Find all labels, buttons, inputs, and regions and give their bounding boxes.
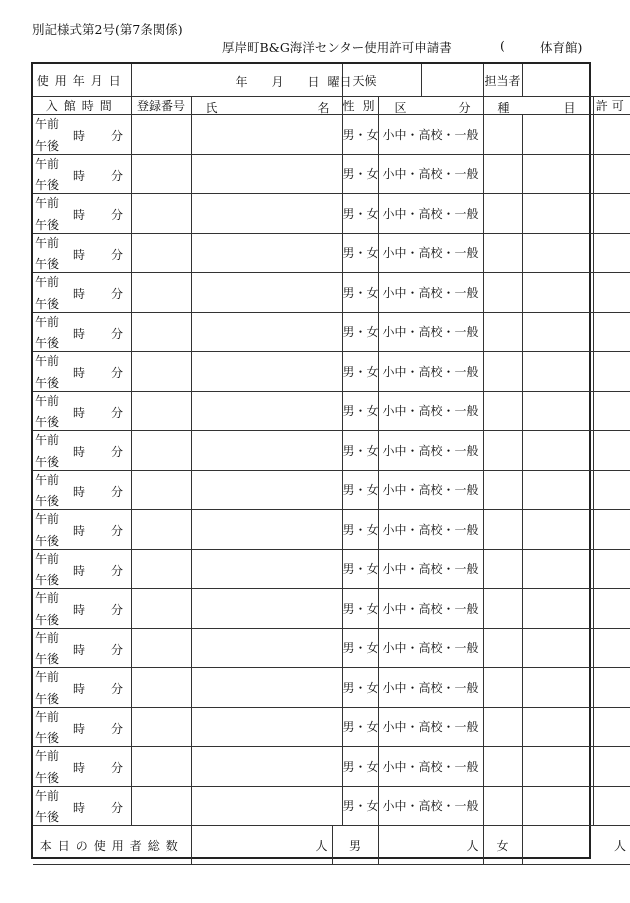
name-cell[interactable] bbox=[191, 668, 342, 708]
month-label: 月 bbox=[271, 75, 284, 89]
minute-label: 分 bbox=[111, 484, 124, 499]
name-cell[interactable] bbox=[191, 154, 342, 194]
staff-field[interactable] bbox=[522, 64, 630, 97]
type-cell-b[interactable] bbox=[522, 707, 593, 747]
minute-label: 分 bbox=[111, 721, 124, 736]
minute-label: 分 bbox=[111, 800, 124, 815]
type-header: 種 目 bbox=[483, 97, 593, 115]
permit-cell[interactable] bbox=[593, 391, 630, 431]
pm-label: 午後 bbox=[35, 731, 60, 745]
name-cell[interactable] bbox=[191, 312, 342, 352]
reg-no-cell[interactable] bbox=[131, 391, 191, 431]
pm-label: 午後 bbox=[35, 652, 60, 666]
minute-label: 分 bbox=[111, 247, 124, 262]
application-form-sheet bbox=[31, 62, 628, 859]
name-cell[interactable] bbox=[191, 747, 342, 787]
entry-row bbox=[33, 233, 630, 273]
staff-label: 担当者 bbox=[483, 64, 522, 97]
minute-label: 分 bbox=[111, 682, 124, 696]
minute-label: 分 bbox=[111, 445, 124, 459]
sex-options[interactable]: 男・女 bbox=[342, 786, 378, 826]
sex-options[interactable]: 男・女 bbox=[342, 273, 378, 313]
minute-label: 分 bbox=[111, 129, 124, 143]
type-cell-b[interactable] bbox=[522, 312, 593, 352]
hour-label: 時 bbox=[73, 247, 86, 262]
minute-label: 分 bbox=[111, 761, 124, 775]
type-cell-b[interactable] bbox=[522, 391, 593, 431]
reg-no-cell[interactable] bbox=[131, 352, 191, 392]
category-options[interactable]: 小中・高校・一般 bbox=[378, 233, 483, 273]
sex-options[interactable]: 男・女 bbox=[342, 549, 378, 589]
type-cell-a[interactable] bbox=[483, 233, 522, 273]
pm-label: 午後 bbox=[35, 217, 60, 232]
reg-no-cell[interactable] bbox=[131, 154, 191, 194]
name-cell[interactable] bbox=[191, 786, 342, 826]
am-label: 午前 bbox=[35, 433, 60, 447]
reg-no-cell[interactable] bbox=[131, 786, 191, 826]
pm-label: 午後 bbox=[35, 336, 60, 350]
type-cell-b[interactable] bbox=[522, 431, 593, 471]
category-options[interactable]: 小中・高校・一般 bbox=[378, 786, 483, 826]
category-options[interactable]: 小中・高校・一般 bbox=[378, 747, 483, 787]
name-cell[interactable] bbox=[191, 431, 342, 471]
am-label: 午前 bbox=[35, 235, 60, 250]
totals-row bbox=[33, 826, 630, 865]
am-label: 午前 bbox=[35, 156, 60, 171]
am-label: 午前 bbox=[35, 749, 60, 763]
entry-time-cell[interactable] bbox=[33, 312, 131, 352]
type-cell-b[interactable] bbox=[522, 233, 593, 273]
pm-label: 午後 bbox=[35, 612, 60, 627]
sex-options[interactable]: 男・女 bbox=[342, 431, 378, 471]
hour-label: 時 bbox=[73, 129, 86, 143]
sex-options[interactable]: 男・女 bbox=[342, 668, 378, 708]
permit-cell[interactable] bbox=[593, 707, 630, 747]
name-cell[interactable] bbox=[191, 510, 342, 550]
minute-label: 分 bbox=[111, 642, 124, 657]
am-label: 午前 bbox=[35, 512, 60, 526]
category-options[interactable]: 小中・高校・一般 bbox=[378, 312, 483, 352]
name-cell[interactable] bbox=[191, 233, 342, 273]
reg-no-cell[interactable] bbox=[131, 628, 191, 668]
am-label: 午前 bbox=[35, 630, 60, 645]
am-label: 午前 bbox=[35, 788, 60, 803]
entry-time-cell[interactable] bbox=[33, 668, 131, 708]
hour-label: 時 bbox=[73, 168, 86, 183]
name-cell[interactable] bbox=[191, 273, 342, 313]
reg-no-cell[interactable] bbox=[131, 233, 191, 273]
am-label: 午前 bbox=[35, 709, 60, 724]
sex-options[interactable]: 男・女 bbox=[342, 589, 378, 629]
pm-label: 午後 bbox=[35, 138, 60, 153]
permit-cell[interactable] bbox=[593, 352, 630, 392]
usage-date-label: 使用年月日 bbox=[33, 64, 131, 97]
type-cell-a[interactable] bbox=[483, 668, 522, 708]
facility-name: 体育館) bbox=[540, 40, 583, 55]
type-cell-b[interactable] bbox=[522, 589, 593, 629]
pm-label: 午後 bbox=[35, 573, 60, 587]
minute-label: 分 bbox=[111, 405, 124, 420]
pm-label: 午後 bbox=[35, 533, 60, 548]
male-label: 男 bbox=[332, 826, 378, 865]
entry-time-cell[interactable] bbox=[33, 589, 131, 629]
form-table bbox=[33, 64, 630, 865]
type-cell-b[interactable] bbox=[522, 352, 593, 392]
type-cell-a[interactable] bbox=[483, 273, 522, 313]
sex-header: 性別 bbox=[342, 97, 378, 115]
name-cell[interactable] bbox=[191, 470, 342, 510]
sex-options[interactable]: 男・女 bbox=[342, 352, 378, 392]
permit-cell[interactable] bbox=[593, 312, 630, 352]
usage-date-row bbox=[33, 64, 630, 97]
am-label: 午前 bbox=[35, 393, 60, 408]
reg-no-cell[interactable] bbox=[131, 194, 191, 234]
type-cell-a[interactable] bbox=[483, 628, 522, 668]
type-cell-b[interactable] bbox=[522, 549, 593, 589]
type-cell-b[interactable] bbox=[522, 154, 593, 194]
type-cell-a[interactable] bbox=[483, 154, 522, 194]
permit-cell[interactable] bbox=[593, 786, 630, 826]
minute-label: 分 bbox=[111, 326, 124, 341]
column-header-row bbox=[33, 97, 630, 115]
type-cell-b[interactable] bbox=[522, 786, 593, 826]
category-options[interactable]: 小中・高校・一般 bbox=[378, 628, 483, 668]
reg-no-cell[interactable] bbox=[131, 273, 191, 313]
hour-label: 時 bbox=[73, 405, 86, 420]
document-title: 厚岸町B&G海洋センター使用許可申請書 bbox=[222, 40, 452, 55]
reg-no-header: 登録番号 bbox=[131, 97, 191, 115]
permit-cell[interactable] bbox=[593, 194, 630, 234]
type-cell-b[interactable] bbox=[522, 273, 593, 313]
minute-label: 分 bbox=[111, 366, 124, 380]
name-cell[interactable] bbox=[191, 391, 342, 431]
pm-label: 午後 bbox=[35, 178, 60, 192]
permit-cell[interactable] bbox=[593, 470, 630, 510]
entry-time-cell[interactable] bbox=[33, 747, 131, 787]
permit-cell[interactable] bbox=[593, 233, 630, 273]
weekday-label: 曜日 bbox=[327, 75, 352, 89]
entry-time-cell[interactable] bbox=[33, 510, 131, 550]
weather-label: 天候 bbox=[342, 64, 421, 97]
type-cell-a[interactable] bbox=[483, 747, 522, 787]
reg-no-cell[interactable] bbox=[131, 470, 191, 510]
reg-no-cell[interactable] bbox=[131, 589, 191, 629]
entry-row bbox=[33, 747, 630, 787]
usage-date-field[interactable] bbox=[131, 64, 352, 97]
minute-label: 分 bbox=[111, 524, 124, 538]
category-options[interactable]: 小中・高校・一般 bbox=[378, 510, 483, 550]
female-unit: 人 bbox=[614, 839, 627, 853]
entry-time-cell[interactable] bbox=[33, 391, 131, 431]
entry-time-cell[interactable] bbox=[33, 786, 131, 826]
type-cell-a[interactable] bbox=[483, 115, 522, 155]
reg-no-cell[interactable] bbox=[131, 312, 191, 352]
entry-row bbox=[33, 628, 630, 668]
type-cell-a[interactable] bbox=[483, 391, 522, 431]
type-cell-a[interactable] bbox=[483, 549, 522, 589]
year-label: 年 bbox=[235, 75, 248, 89]
type-cell-a[interactable] bbox=[483, 470, 522, 510]
hour-label: 時 bbox=[73, 642, 86, 657]
type-cell-a[interactable] bbox=[483, 194, 522, 234]
entry-row bbox=[33, 589, 630, 629]
entry-time-cell[interactable] bbox=[33, 470, 131, 510]
reg-no-cell[interactable] bbox=[131, 115, 191, 155]
weather-field[interactable] bbox=[421, 64, 483, 97]
entry-time-cell[interactable] bbox=[33, 352, 131, 392]
type-cell-a[interactable] bbox=[483, 707, 522, 747]
entry-row bbox=[33, 431, 630, 471]
hour-label: 時 bbox=[73, 208, 86, 222]
type-cell-b[interactable] bbox=[522, 747, 593, 787]
day-label: 日 bbox=[307, 75, 320, 89]
female-count-field[interactable] bbox=[522, 826, 630, 865]
permit-cell[interactable] bbox=[593, 668, 630, 708]
minute-label: 分 bbox=[111, 603, 124, 617]
category-options[interactable]: 小中・高校・一般 bbox=[378, 273, 483, 313]
am-label: 午前 bbox=[35, 196, 60, 210]
male-unit: 人 bbox=[466, 839, 479, 853]
category-options[interactable]: 小中・高校・一般 bbox=[378, 352, 483, 392]
minute-label: 分 bbox=[111, 563, 124, 578]
type-cell-b[interactable] bbox=[522, 194, 593, 234]
entry-row bbox=[33, 352, 630, 392]
pm-label: 午後 bbox=[35, 454, 60, 469]
hour-label: 時 bbox=[73, 800, 86, 815]
permit-cell[interactable] bbox=[593, 549, 630, 589]
entry-row bbox=[33, 668, 630, 708]
type-cell-a[interactable] bbox=[483, 510, 522, 550]
entry-row bbox=[33, 273, 630, 313]
type-cell-a[interactable] bbox=[483, 786, 522, 826]
pm-label: 午後 bbox=[35, 415, 60, 429]
am-label: 午前 bbox=[35, 275, 60, 289]
sex-options[interactable]: 男・女 bbox=[342, 233, 378, 273]
sex-options[interactable]: 男・女 bbox=[342, 391, 378, 431]
category-options[interactable]: 小中・高校・一般 bbox=[378, 194, 483, 234]
sex-options[interactable]: 男・女 bbox=[342, 115, 378, 155]
category-options[interactable]: 小中・高校・一般 bbox=[378, 391, 483, 431]
am-label: 午前 bbox=[35, 670, 60, 684]
hour-label: 時 bbox=[73, 326, 86, 341]
female-label: 女 bbox=[483, 826, 522, 865]
minute-label: 分 bbox=[111, 287, 124, 301]
pm-label: 午後 bbox=[35, 810, 60, 824]
hour-label: 時 bbox=[73, 721, 86, 736]
type-cell-a[interactable] bbox=[483, 352, 522, 392]
am-label: 午前 bbox=[35, 314, 60, 329]
entry-time-cell[interactable] bbox=[33, 115, 131, 155]
sex-options[interactable]: 男・女 bbox=[342, 707, 378, 747]
type-cell-b[interactable] bbox=[522, 668, 593, 708]
category-options[interactable]: 小中・高校・一般 bbox=[378, 470, 483, 510]
entry-row bbox=[33, 786, 630, 826]
entry-row bbox=[33, 115, 630, 155]
type-cell-b[interactable] bbox=[522, 510, 593, 550]
pm-label: 午後 bbox=[35, 296, 60, 311]
category-options[interactable]: 小中・高校・一般 bbox=[378, 589, 483, 629]
reg-no-cell[interactable] bbox=[131, 431, 191, 471]
entry-time-header: 入館時間 bbox=[33, 97, 131, 115]
form-number-label: 別記様式第2号(第7条関係) bbox=[32, 22, 183, 37]
category-options[interactable]: 小中・高校・一般 bbox=[378, 707, 483, 747]
entry-time-cell[interactable] bbox=[33, 549, 131, 589]
entry-row bbox=[33, 707, 630, 747]
name-cell[interactable] bbox=[191, 707, 342, 747]
permit-cell[interactable] bbox=[593, 115, 630, 155]
pm-label: 午後 bbox=[35, 691, 60, 706]
category-options[interactable]: 小中・高校・一般 bbox=[378, 154, 483, 194]
sex-options[interactable]: 男・女 bbox=[342, 194, 378, 234]
type-cell-a[interactable] bbox=[483, 431, 522, 471]
reg-no-cell[interactable] bbox=[131, 510, 191, 550]
category-options[interactable]: 小中・高校・一般 bbox=[378, 549, 483, 589]
sex-options[interactable]: 男・女 bbox=[342, 154, 378, 194]
am-label: 午前 bbox=[35, 551, 60, 566]
entry-row bbox=[33, 549, 630, 589]
am-label: 午前 bbox=[35, 472, 60, 487]
entry-time-cell[interactable] bbox=[33, 431, 131, 471]
permit-cell[interactable] bbox=[593, 154, 630, 194]
reg-no-cell[interactable] bbox=[131, 668, 191, 708]
permit-cell[interactable] bbox=[593, 431, 630, 471]
type-cell-a[interactable] bbox=[483, 589, 522, 629]
hour-label: 時 bbox=[73, 287, 86, 301]
pm-label: 午後 bbox=[35, 257, 60, 271]
name-cell[interactable] bbox=[191, 549, 342, 589]
hour-label: 時 bbox=[73, 445, 86, 459]
name-cell[interactable] bbox=[191, 194, 342, 234]
am-label: 午前 bbox=[35, 591, 60, 605]
sex-options[interactable]: 男・女 bbox=[342, 312, 378, 352]
sex-options[interactable]: 男・女 bbox=[342, 470, 378, 510]
entry-time-cell[interactable] bbox=[33, 194, 131, 234]
entry-row bbox=[33, 194, 630, 234]
am-label: 午前 bbox=[35, 117, 60, 131]
reg-no-cell[interactable] bbox=[131, 707, 191, 747]
entry-row bbox=[33, 154, 630, 194]
hour-label: 時 bbox=[73, 366, 86, 380]
category-options[interactable]: 小中・高校・一般 bbox=[378, 431, 483, 471]
hour-label: 時 bbox=[73, 761, 86, 775]
type-cell-a[interactable] bbox=[483, 312, 522, 352]
category-options[interactable]: 小中・高校・一般 bbox=[378, 668, 483, 708]
facility-paren-open: ( bbox=[500, 38, 505, 53]
hour-label: 時 bbox=[73, 682, 86, 696]
hour-label: 時 bbox=[73, 484, 86, 499]
entry-time-cell[interactable] bbox=[33, 233, 131, 273]
type-cell-b[interactable] bbox=[522, 470, 593, 510]
hour-label: 時 bbox=[73, 563, 86, 578]
reg-no-cell[interactable] bbox=[131, 747, 191, 787]
permit-cell[interactable] bbox=[593, 747, 630, 787]
hour-label: 時 bbox=[73, 524, 86, 538]
entry-time-cell[interactable] bbox=[33, 707, 131, 747]
am-label: 午前 bbox=[35, 354, 60, 368]
pm-label: 午後 bbox=[35, 494, 60, 508]
category-options[interactable]: 小中・高校・一般 bbox=[378, 115, 483, 155]
minute-label: 分 bbox=[111, 208, 124, 222]
type-cell-b[interactable] bbox=[522, 628, 593, 668]
entry-row bbox=[33, 312, 630, 352]
sex-options[interactable]: 男・女 bbox=[342, 747, 378, 787]
male-count-field[interactable] bbox=[378, 826, 483, 865]
sex-options[interactable]: 男・女 bbox=[342, 628, 378, 668]
total-unit: 人 bbox=[315, 839, 328, 853]
name-cell[interactable] bbox=[191, 628, 342, 668]
name-cell[interactable] bbox=[191, 115, 342, 155]
entry-row bbox=[33, 470, 630, 510]
minute-label: 分 bbox=[111, 168, 124, 183]
total-users-label: 本日の使用者総数 bbox=[33, 826, 191, 865]
name-header: 氏 名 bbox=[191, 97, 342, 115]
type-cell-b[interactable] bbox=[522, 115, 593, 155]
sex-options[interactable]: 男・女 bbox=[342, 510, 378, 550]
entry-time-cell[interactable] bbox=[33, 628, 131, 668]
entry-time-cell[interactable] bbox=[33, 273, 131, 313]
permit-cell[interactable] bbox=[593, 273, 630, 313]
pm-label: 午後 bbox=[35, 375, 60, 390]
permit-cell[interactable] bbox=[593, 628, 630, 668]
total-count-field[interactable] bbox=[191, 826, 332, 865]
name-cell[interactable] bbox=[191, 589, 342, 629]
hour-label: 時 bbox=[73, 603, 86, 617]
entry-time-cell[interactable] bbox=[33, 154, 131, 194]
permit-cell[interactable] bbox=[593, 510, 630, 550]
reg-no-cell[interactable] bbox=[131, 549, 191, 589]
permit-cell[interactable] bbox=[593, 589, 630, 629]
permit-header: 許可 bbox=[593, 97, 630, 115]
entry-row bbox=[33, 510, 630, 550]
pm-label: 午後 bbox=[35, 770, 60, 785]
category-header: 区 分 bbox=[378, 97, 483, 115]
entry-row bbox=[33, 391, 630, 431]
name-cell[interactable] bbox=[191, 352, 342, 392]
